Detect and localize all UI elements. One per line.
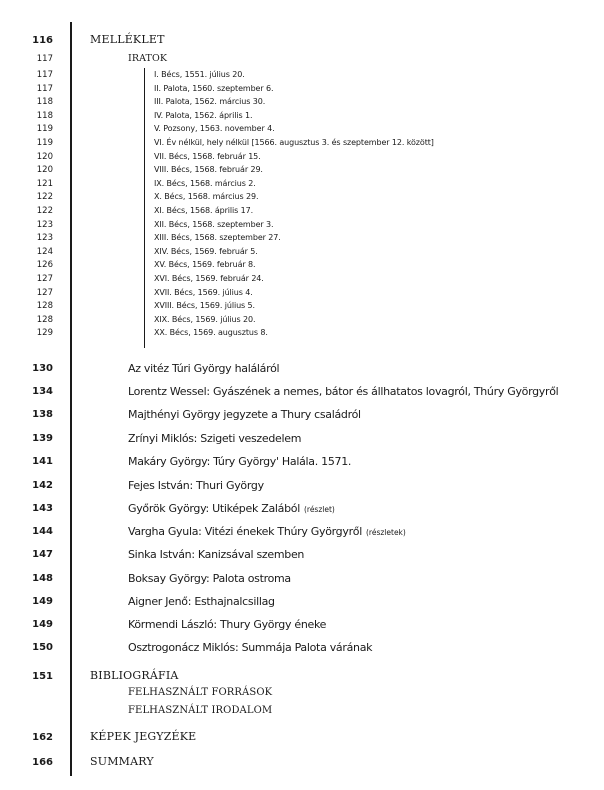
document-title: IX. Bécs, 1568. március 2.: [154, 178, 256, 188]
page-number: 128: [36, 314, 53, 325]
work-title-text: Fejes István: Thuri György: [128, 479, 264, 492]
work-title: [128, 408, 361, 421]
vertical-rule: [70, 22, 72, 776]
work-title-text: Zrínyi Miklós: Szigeti veszedelem: [128, 432, 302, 445]
document-title: XVI. Bécs, 1569. február 24.: [154, 274, 264, 283]
page-number: 128: [36, 301, 53, 312]
documents-rule: [144, 68, 145, 348]
document-title: I. Bécs, 1551. július 20.: [154, 70, 245, 79]
work-title: [128, 432, 301, 445]
document-title: XIX. Bécs, 1569. július 20.: [154, 314, 256, 324]
subsection-title: IRATOK: [128, 53, 168, 64]
page-number: 129: [36, 328, 53, 339]
work-title: [128, 362, 279, 375]
page-number: 120: [36, 151, 53, 162]
work-title: [128, 479, 264, 492]
work-title-text: Boksay György: Palota ostroma: [128, 572, 291, 585]
page-number: 138: [32, 409, 53, 420]
page-number: 166: [32, 757, 53, 768]
page-number: 130: [32, 363, 53, 374]
work-title-text: Osztrogonácz Miklós: Summája Palota várának: [128, 641, 373, 654]
page-number: 118: [36, 97, 53, 108]
subsection-title: FELHASZNÁLT FORRÁSOK: [128, 687, 273, 698]
document-title: III. Palota, 1562. március 30.: [154, 97, 266, 107]
work-title: [128, 385, 558, 398]
document-title: XVII. Bécs, 1569. július 4.: [154, 287, 253, 297]
page-number: 151: [32, 671, 53, 682]
work-title: [128, 618, 326, 631]
document-title: V. Pozsony, 1563. november 4.: [154, 124, 275, 134]
section-title: MELLÉKLET: [90, 33, 165, 46]
document-title: VI. Év nélkül, hely nélkül [1566. augusztus 3. és szeptember 12. között]: [154, 138, 434, 147]
page-number: 141: [32, 456, 53, 467]
work-title-text: Az vitéz Túri György haláláról: [128, 362, 280, 375]
document-title: IV. Palota, 1562. április 1.: [154, 110, 253, 120]
section-title: KÉPEK JEGYZÉKE: [90, 730, 197, 743]
document-title: VII. Bécs, 1568. február 15.: [154, 151, 261, 161]
page-number: 118: [36, 110, 53, 121]
document-title: X. Bécs, 1568. március 29.: [154, 192, 259, 202]
document-title: XIII. Bécs, 1568. szeptember 27.: [154, 233, 281, 243]
work-title-text: Majthényi György jegyzete a Thury családról: [128, 408, 361, 421]
document-title: XV. Bécs, 1569. február 8.: [154, 260, 256, 270]
page-number: 142: [32, 480, 53, 491]
work-note: (részletek): [366, 528, 406, 537]
page-number: 127: [36, 274, 53, 284]
page-number: 117: [36, 83, 53, 94]
work-title: [128, 525, 406, 538]
work-title-text: Győrök György: Utiképek Zalából: [128, 502, 300, 515]
work-title: [128, 572, 291, 585]
document-title: VIII. Bécs, 1568. február 29.: [154, 165, 263, 175]
document-title: XIV. Bécs, 1569. február 5.: [154, 246, 258, 256]
work-title-text: Sinka István: Kanizsával szemben: [128, 548, 305, 561]
page-number: 121: [36, 178, 53, 189]
work-title: [128, 548, 304, 561]
work-title: [128, 502, 335, 515]
work-title: [128, 595, 275, 608]
page-number: 134: [32, 386, 53, 397]
section-title: SUMMARY: [90, 755, 154, 768]
document-title: XII. Bécs, 1568. szeptember 3.: [154, 219, 274, 229]
work-title-text: Aigner Jenő: Esthajnalcsillag: [128, 595, 275, 608]
document-title: XI. Bécs, 1568. április 17.: [154, 206, 254, 215]
page-number: 147: [32, 549, 53, 560]
page-number: 127: [36, 287, 53, 298]
page-number: 150: [32, 642, 53, 653]
page-number: 139: [32, 433, 53, 444]
work-note: (részlet): [303, 505, 335, 514]
page-number: 162: [32, 732, 53, 743]
work-title-text: Vargha Gyula: Vitézi énekek Thúry Györgyről: [128, 525, 362, 538]
work-title: [128, 455, 351, 468]
document-title: XVIII. Bécs, 1569. július 5.: [154, 301, 255, 311]
page-number: 124: [36, 246, 53, 257]
page-number: 149: [32, 596, 53, 607]
page-number: 149: [32, 619, 53, 630]
page-number: 126: [36, 260, 53, 271]
page-number: 123: [36, 219, 53, 230]
section-title: BIBLIOGRÁFIA: [90, 669, 179, 682]
page-number: 148: [32, 573, 53, 584]
subsection-title: FELHASZNÁLT IRODALOM: [128, 705, 273, 716]
page-number: 123: [36, 233, 53, 244]
page-number: 119: [36, 138, 53, 148]
page-number: 122: [36, 192, 53, 203]
page-number: 119: [36, 124, 53, 135]
page-number: 120: [36, 165, 53, 176]
document-title: XX. Bécs, 1569. augusztus 8.: [154, 328, 268, 338]
page-number: 144: [32, 526, 53, 537]
work-title: [128, 641, 372, 654]
page-number: 122: [36, 206, 53, 216]
page-number: 116: [32, 35, 53, 46]
document-title: II. Palota, 1560. szeptember 6.: [154, 83, 274, 93]
page-number: 117: [36, 70, 53, 80]
page-number: 143: [32, 503, 53, 514]
page-number: 117: [36, 54, 53, 64]
work-title-text: Makáry György: Túry György' Halála. 1571.: [128, 455, 352, 468]
work-title-text: Körmendi László: Thury György éneke: [128, 618, 327, 631]
work-title-text: Lorentz Wessel: Gyászének a nemes, bátor és állhatatos lovagról, Thúry Györgyről: [128, 385, 559, 398]
